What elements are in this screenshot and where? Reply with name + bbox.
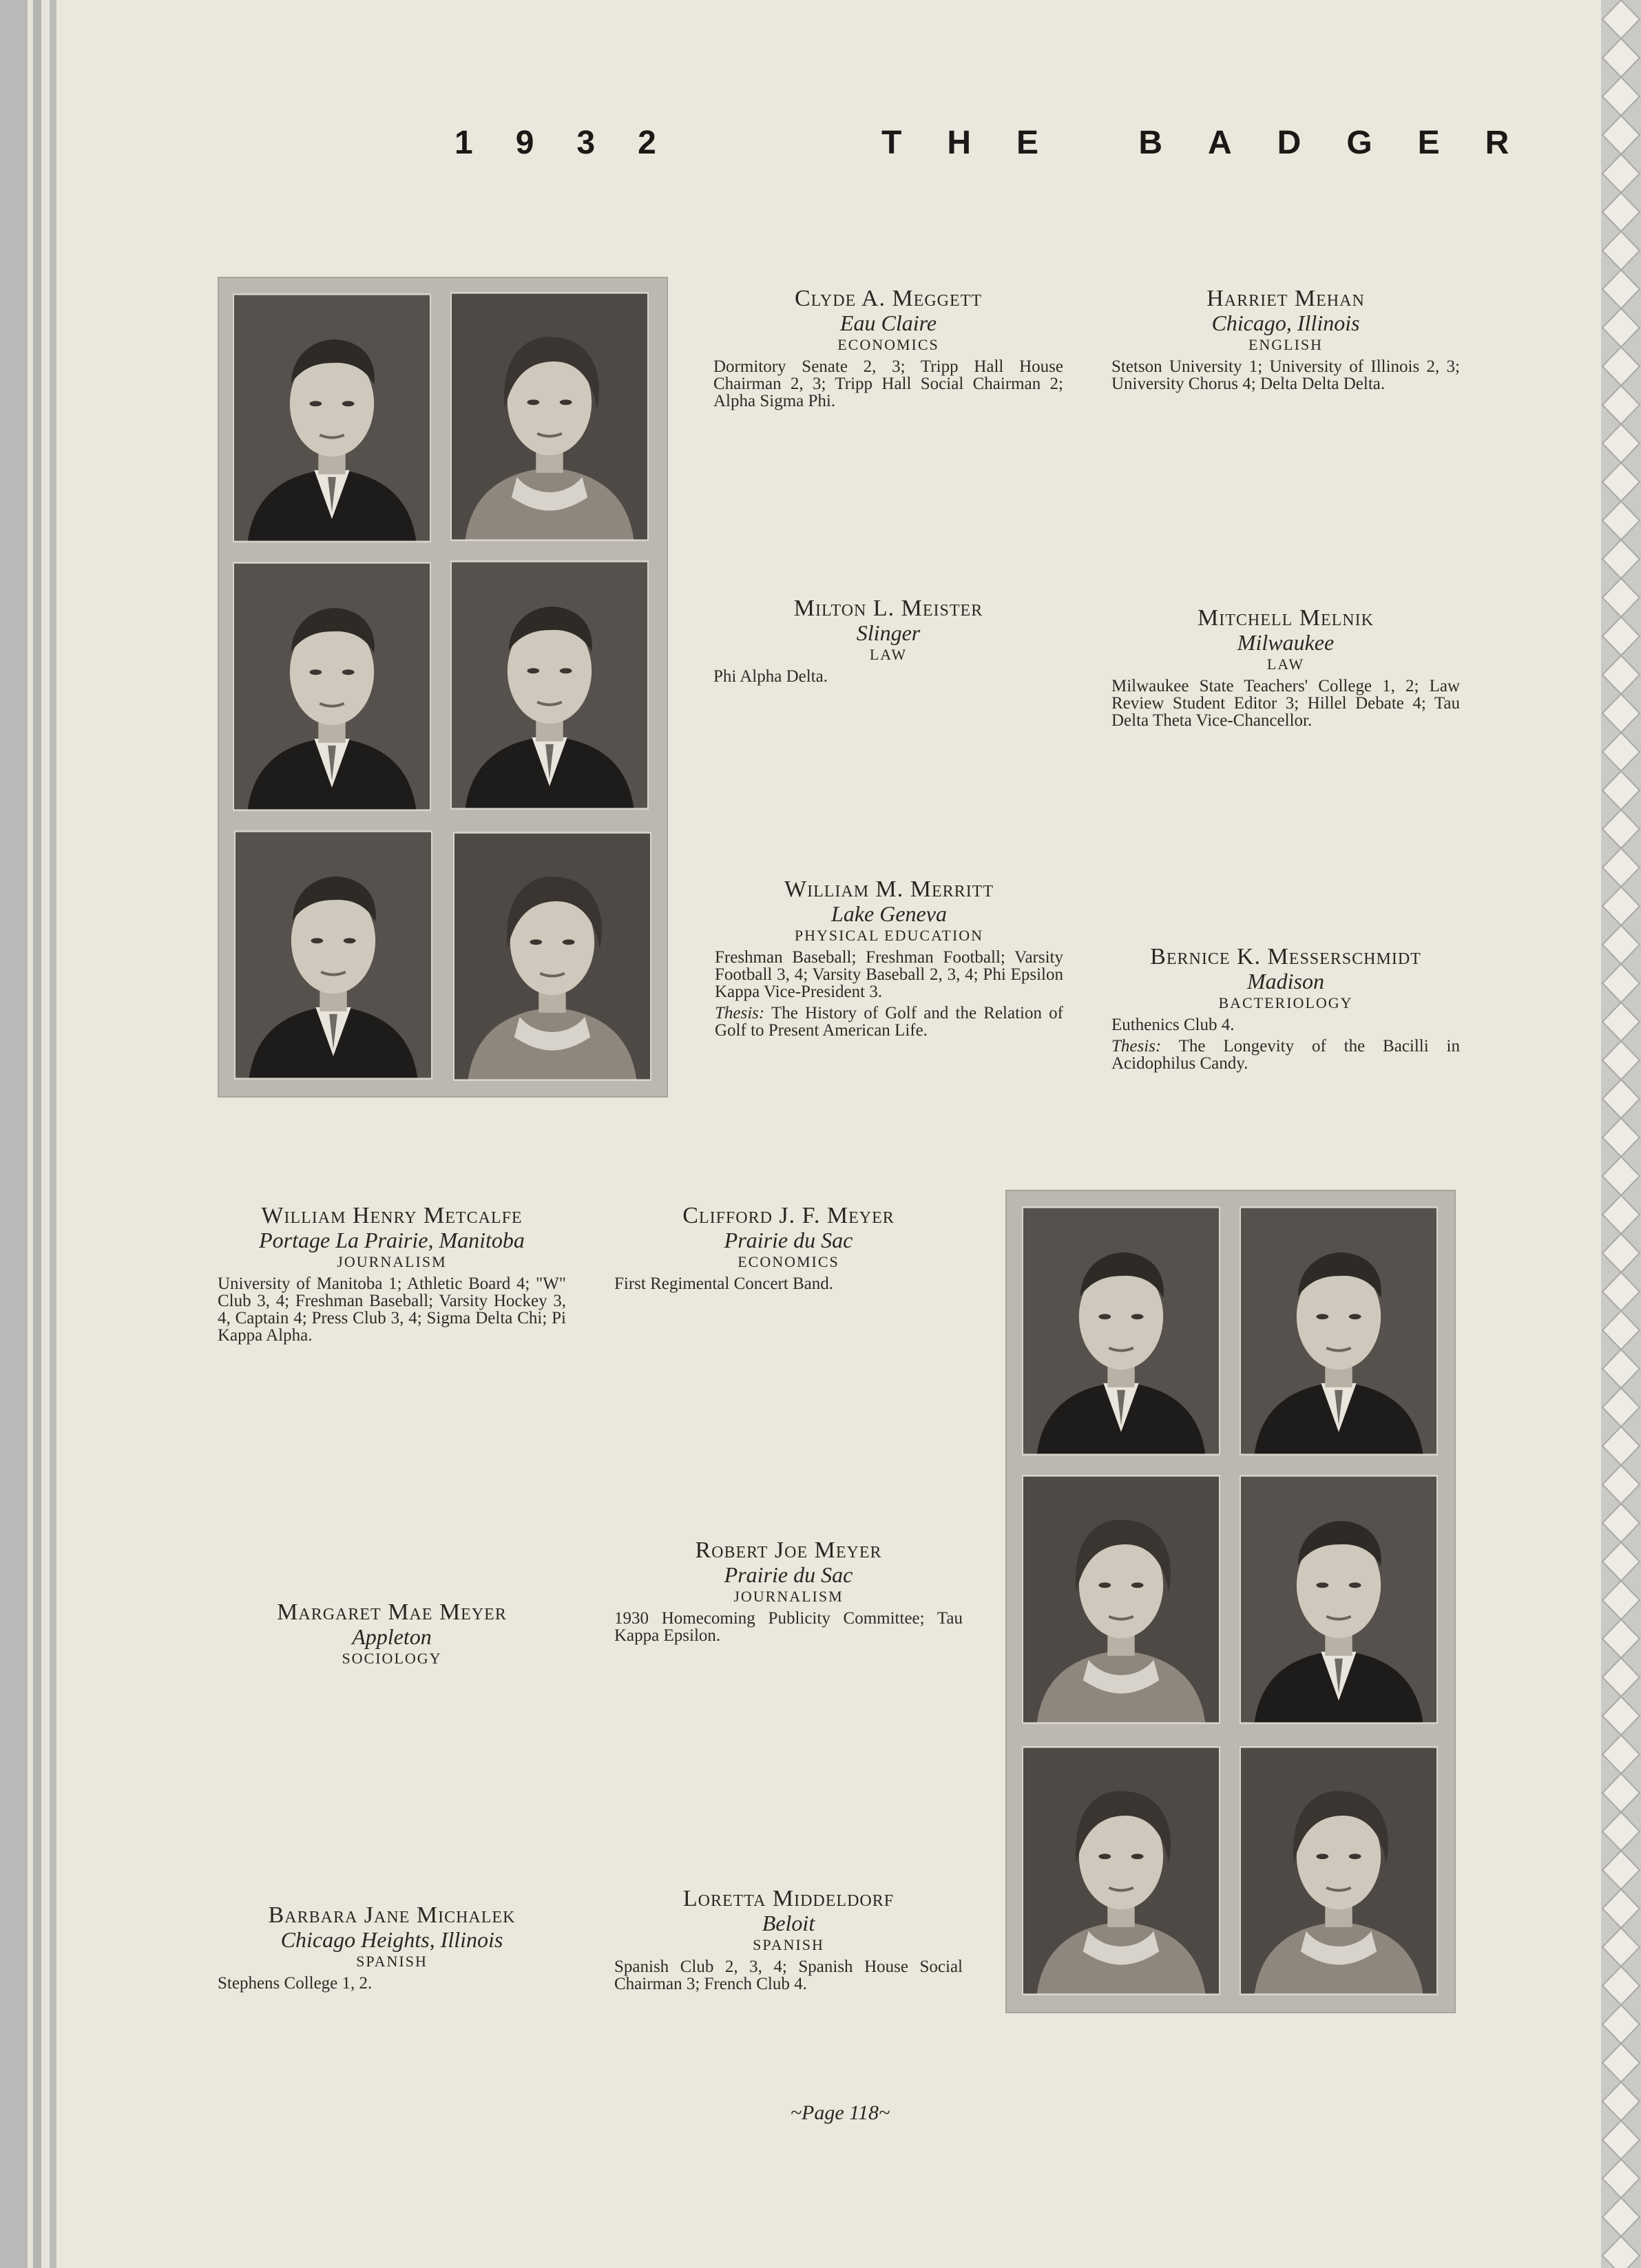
portrait-photo [450,292,649,541]
student-activities: University of Manitoba 1; Athletic Board 4; "W" Club 3, 4; Freshman Baseball; Varsity Hockey 3, 4, Captain 4; Press Club 3, 4; Sigma Delta Chi; Pi Kappa Alpha. [218,1274,566,1345]
student-activities: Euthenics Club 4. [1111,1016,1235,1034]
thesis-text: The History of Golf and the Relation of Golf to Present American Life. [715,1004,1063,1040]
student-hometown: Prairie du Sac [724,1228,853,1252]
portrait-man [236,832,431,1078]
portrait-man [234,563,430,810]
student-department: ENGLISH [1248,336,1324,353]
student-entry [614,1887,963,1993]
portrait-woman [452,293,647,540]
student-hometown: Chicago Heights, Illinois [280,1927,503,1952]
photo-block-bottom [1005,1190,1456,2013]
left-decorative-border [0,0,63,2268]
portrait-man [452,562,647,808]
student-entry [713,286,1063,410]
portrait-photo [1240,1475,1438,1724]
student-entry [218,1903,566,1992]
portrait-photo [234,830,432,1080]
portrait-photo [233,562,431,811]
student-activities: Stetson University 1; University of Illinois 2, 3; University Chorus 4; Delta Delta Delta. [1111,357,1460,393]
student-department: SPANISH [753,1936,824,1953]
student-department: ECONOMICS [738,1253,839,1270]
student-thesis [715,1005,1063,1039]
student-name: Barbara Jane Michalek [268,1902,516,1928]
student-name: Bernice K. Messerschmidt [1150,944,1421,969]
student-activities: Dormitory Senate 2, 3; Tripp Hall House Chairman 2, 3; Tripp Hall Social Chairman 2; Alpha Sigma Phi. [713,357,1063,410]
student-entry [614,1538,963,1644]
student-activities: Stephens College 1, 2. [218,1974,373,1993]
student-department: JOURNALISM [337,1253,447,1270]
student-entry [218,1204,566,1344]
portrait-woman [1023,1476,1219,1723]
header-title: THE BADGER [881,125,1555,161]
student-hometown: Eau Claire [839,311,937,335]
student-entry [1111,606,1460,729]
student-hometown: Chicago, Illinois [1211,311,1360,335]
portrait-man [1241,1476,1436,1723]
portrait-photo [1022,1746,1220,1995]
header-year: 1932 [454,125,699,161]
thesis-label: Thesis: [1111,1037,1162,1056]
student-activities: 1930 Homecoming Publicity Committee; Tau Kappa Epsilon. [614,1609,963,1645]
student-name: Clifford J. F. Meyer [682,1203,895,1228]
student-name: Margaret Mae Meyer [277,1599,507,1625]
student-hometown: Appleton [352,1624,432,1649]
student-activities: Spanish Club 2, 3, 4; Spanish House Social Chairman 3; French Club 4. [614,1957,963,1993]
portrait-man [1023,1208,1219,1454]
portrait-photo [453,832,651,1081]
student-activities: Freshman Baseball; Freshman Football; Varsity Football 3, 4; Varsity Baseball 2, 3, 4; Phi Epsilon Kappa Vice-President 3. [715,948,1063,1001]
student-name: Harriet Mehan [1206,286,1365,311]
student-hometown: Lake Geneva [831,901,947,926]
student-hometown: Madison [1247,969,1324,994]
portrait-woman [454,833,650,1080]
photo-block-top [218,277,668,1098]
portrait-photo [450,560,649,810]
right-decorative-border [1601,0,1641,2268]
portrait-man [234,295,430,541]
student-activities: First Regimental Concert Band. [614,1274,834,1293]
student-name: Robert Joe Meyer [695,1537,882,1563]
student-name: Clyde A. Meggett [795,286,982,311]
student-department: LAW [1266,655,1305,673]
student-entry [715,877,1063,1039]
student-entry [1111,286,1460,392]
student-department: BACTERIOLOGY [1218,994,1353,1011]
student-activities: Phi Alpha Delta. [713,667,828,686]
student-department: JOURNALISM [733,1588,844,1605]
student-department: SPANISH [356,1953,428,1970]
page-number: ~Page 118~ [790,2101,890,2124]
student-department: PHYSICAL EDUCATION [794,927,984,944]
student-hometown: Milwaukee [1237,630,1335,655]
student-activities: Milwaukee State Teachers' College 1, 2; Law Review Student Editor 3; Hillel Debate 4; Tau Delta Theta Vice-Chancellor. [1111,677,1460,730]
student-entry [614,1204,963,1292]
portrait-woman [1023,1747,1219,1994]
student-name: Loretta Middeldorf [682,1886,895,1911]
student-entry [218,1600,566,1672]
student-entry [1111,945,1460,1072]
thesis-text: The Longevity of the Bacilli in Acidophilus Candy. [1111,1037,1460,1073]
student-hometown: Beloit [762,1911,815,1935]
student-hometown: Prairie du Sac [724,1562,853,1587]
student-hometown: Portage La Prairie, Manitoba [259,1228,525,1252]
student-name: Mitchell Melnik [1198,605,1374,631]
student-department: SOCIOLOGY [342,1650,442,1667]
student-department: ECONOMICS [837,336,939,353]
portrait-photo [1022,1206,1220,1456]
student-thesis [1111,1038,1460,1072]
portrait-photo [233,293,431,543]
portrait-photo [1240,1206,1438,1456]
portrait-photo [1240,1746,1438,1995]
student-hometown: Slinger [856,620,921,645]
student-name: Milton L. Meister [793,596,983,621]
student-entry [713,596,1063,685]
student-name: William Henry Metcalfe [261,1203,523,1228]
student-name: William M. Merritt [784,876,994,902]
portrait-man [1241,1208,1436,1454]
portrait-photo [1022,1475,1220,1724]
thesis-label: Thesis: [715,1004,765,1022]
student-department: LAW [869,646,908,663]
portrait-woman [1241,1747,1436,1994]
